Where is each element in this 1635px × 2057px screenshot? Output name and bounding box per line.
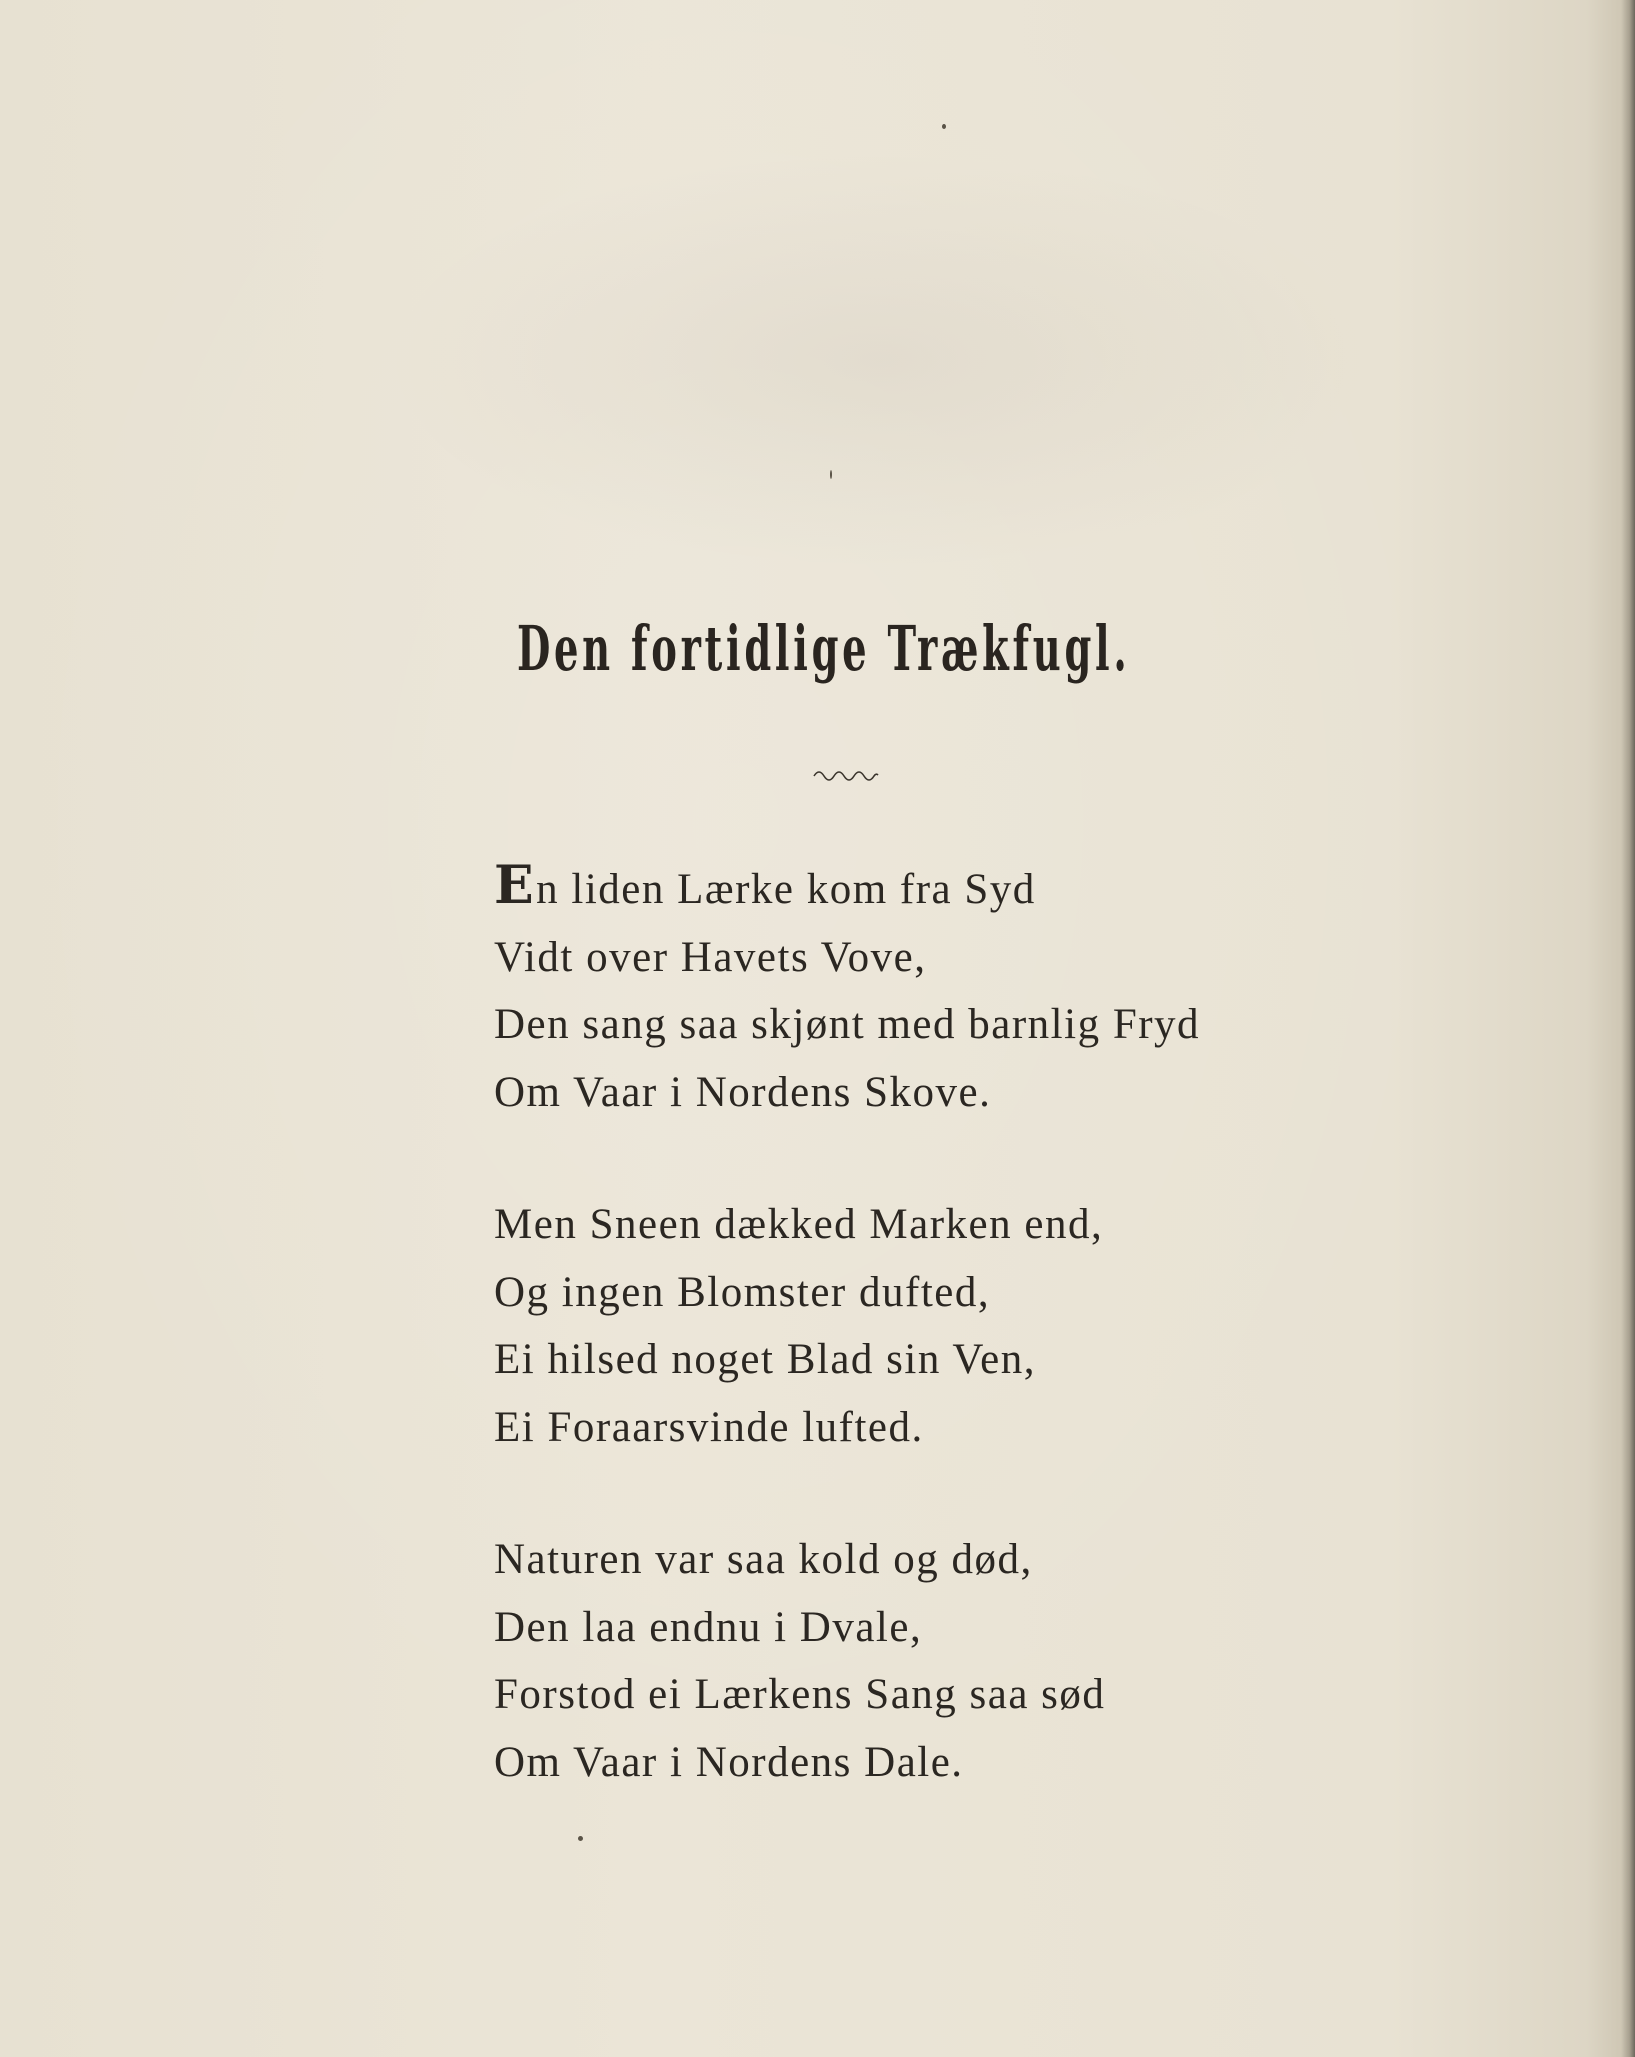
- stanza-2: [494, 1191, 1394, 1461]
- poem-line: Den laa endnu i Dvale,: [494, 1603, 923, 1651]
- poem-line: [494, 856, 1394, 924]
- poem-line: Vidt over Havets Vove,: [494, 933, 927, 981]
- wavy-divider-icon: [812, 765, 880, 783]
- poem-body: [494, 856, 1394, 1861]
- stanza-1: [494, 856, 1394, 1126]
- poem-line: Om Vaar i Nordens Skove.: [494, 1068, 992, 1116]
- page-edge-shadow: [1621, 0, 1635, 2057]
- print-speck: [942, 124, 946, 129]
- drop-cap: E: [494, 855, 536, 916]
- poem-line: Ei Foraarsvinde lufted.: [494, 1403, 924, 1451]
- poem-title: Den fortidlige Trækfugl.: [516, 612, 1131, 685]
- show-through-area: [380, 150, 1380, 570]
- first-line-text: n liden Lærke kom fra Syd: [536, 866, 1036, 913]
- poem-line: Naturen var saa kold og død,: [494, 1536, 1033, 1583]
- poem-line: Ei hilsed noget Blad sin Ven,: [494, 1336, 1036, 1383]
- poem-line: Forstod ei Lærkens Sang saa sød: [494, 1671, 1106, 1718]
- poem-line: Men Sneen dækked Marken end,: [494, 1201, 1104, 1248]
- poem-line: Den sang saa skjønt med barnlig Fryd: [494, 1001, 1201, 1048]
- poem-line: Om Vaar i Nordens Dale.: [494, 1738, 964, 1786]
- poem-line: Og ingen Blomster dufted,: [494, 1268, 991, 1316]
- print-speck: [830, 470, 832, 479]
- stanza-3: [494, 1526, 1394, 1796]
